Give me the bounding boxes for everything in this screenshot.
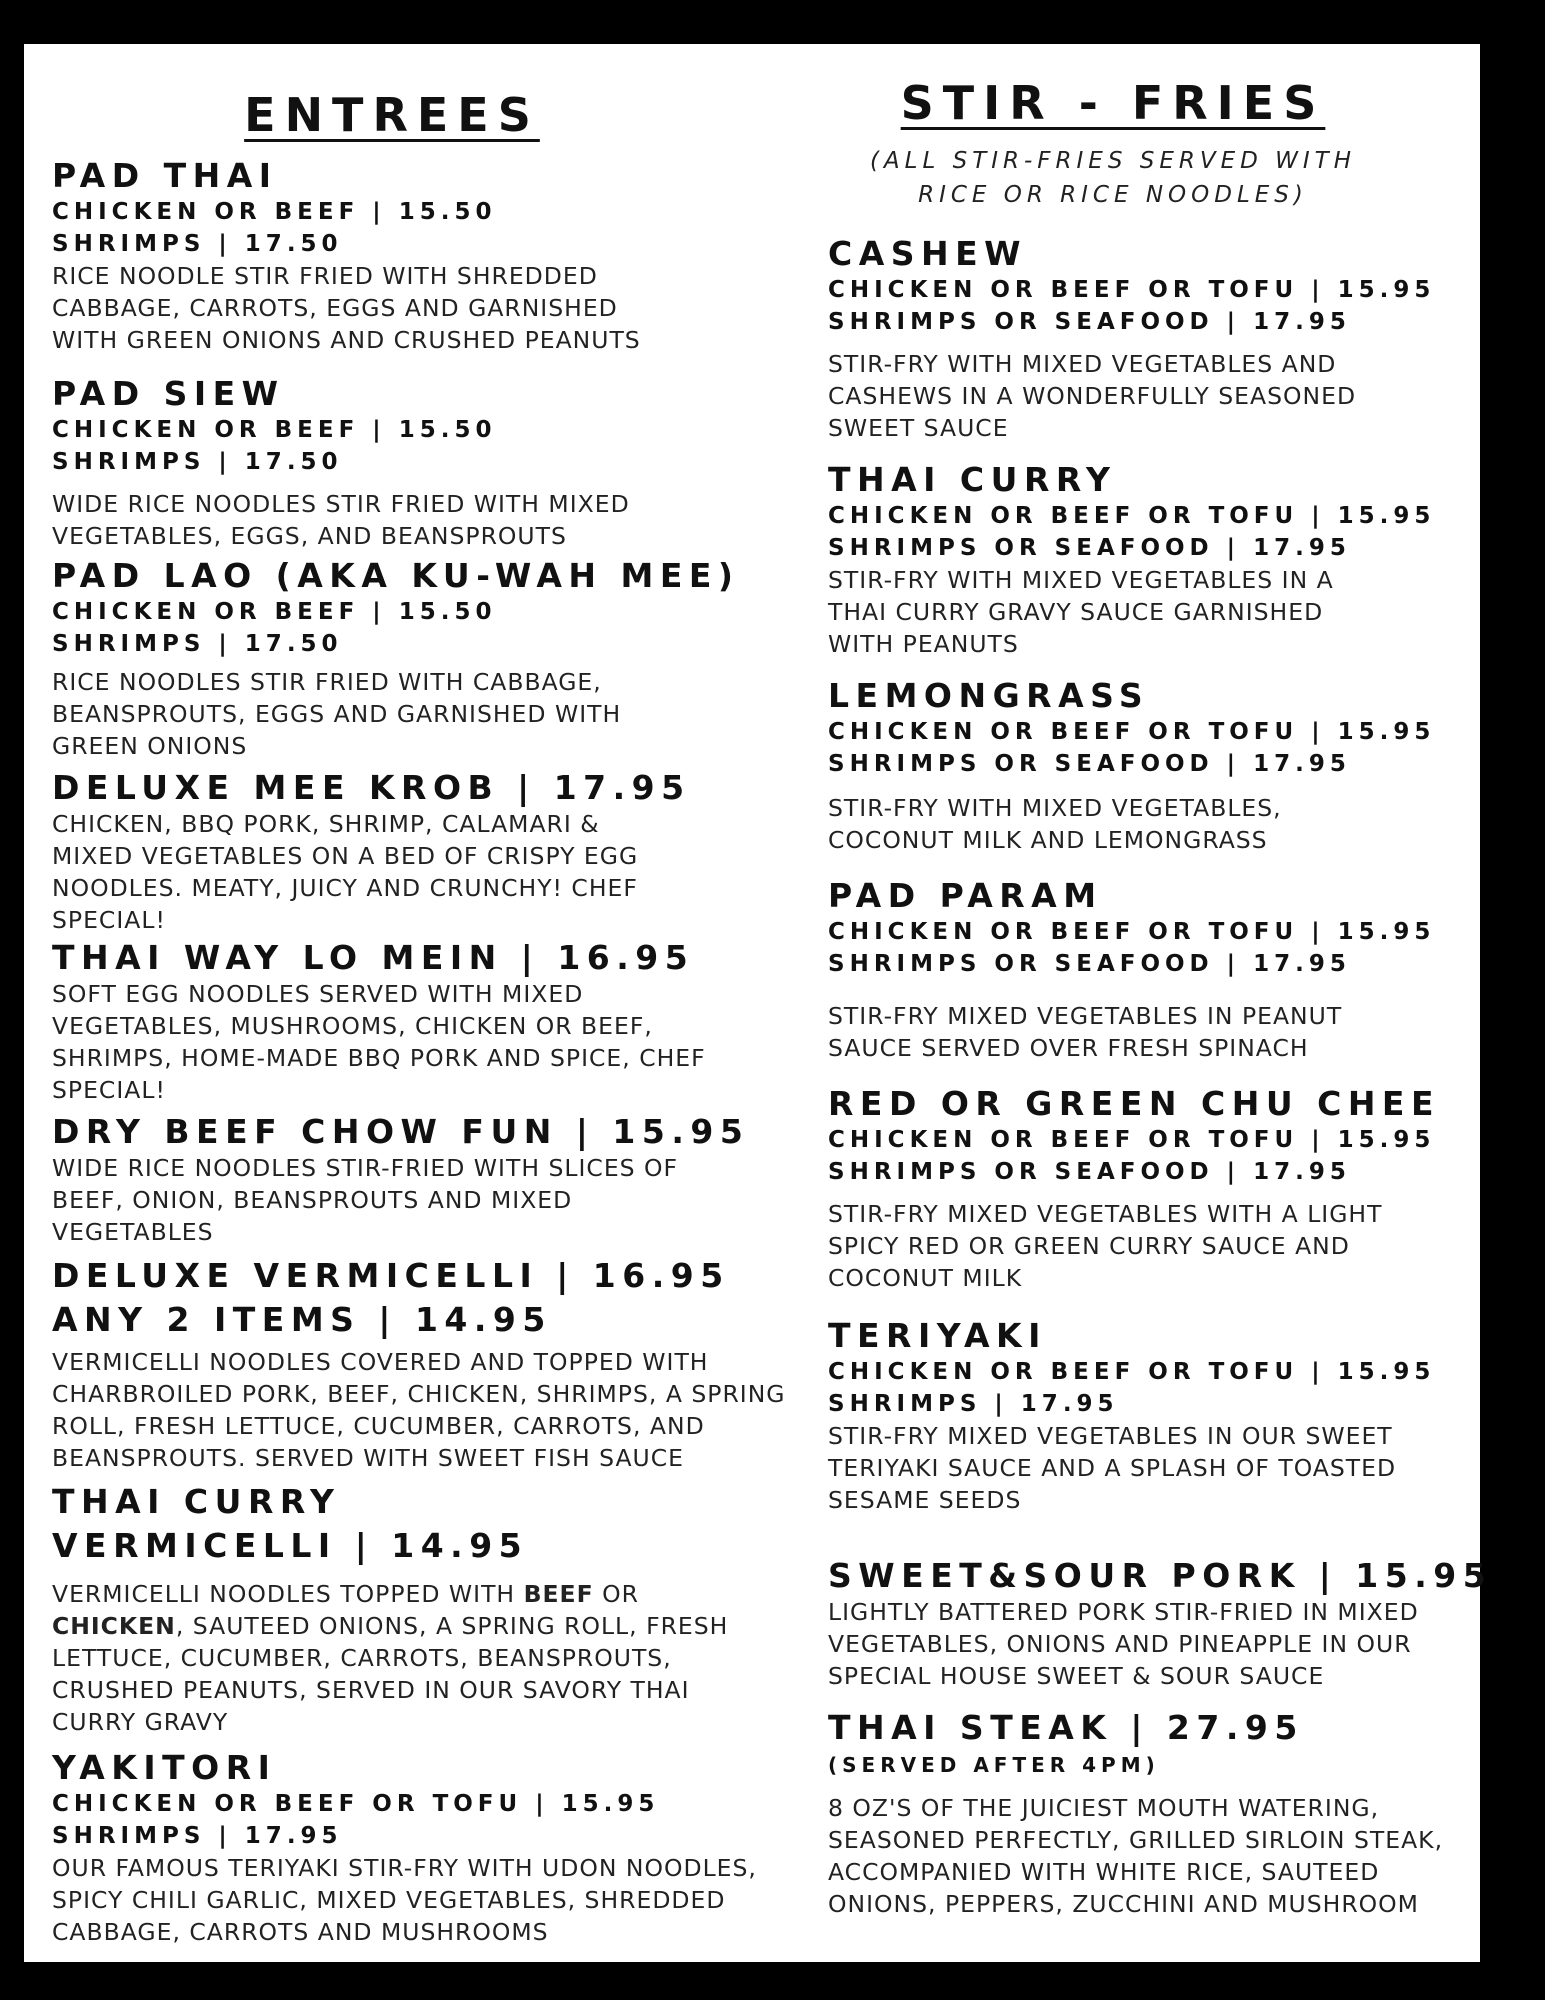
stir-fries-column	[828, 44, 1493, 1920]
item-name: DRY BEEF CHOW FUN | 15.95	[52, 1112, 750, 1151]
item-name: PAD SIEW	[52, 374, 285, 413]
item-description: STIR-FRY WITH MIXED VEGETABLES IN A THAI CURRY GRAVY SAUCE GARNISHED WITH PEANUTS	[828, 566, 1334, 658]
item-name: DELUXE MEE KROB | 17.95	[52, 768, 691, 807]
menu-item	[52, 1112, 812, 1248]
entrees-column	[52, 44, 812, 1948]
item-price: SHRIMPS | 17.95	[828, 1391, 1119, 1417]
item-description: RICE NOODLES STIR FRIED WITH CABBAGE, BEANSPROUTS, EGGS AND GARNISHED WITH GREEN ONIONS	[52, 668, 622, 760]
item-price: SHRIMPS OR SEAFOOD | 17.95	[828, 751, 1351, 777]
item-description: SOFT EGG NOODLES SERVED WITH MIXED VEGETABLES, MUSHROOMS, CHICKEN OR BEEF, SHRIMPS, HOME-MADE BBQ PORK AND SPICE, CHEF SPECIAL!	[52, 980, 706, 1104]
item-name: THAI STEAK | 27.95	[828, 1708, 1304, 1747]
item-name: THAI WAY LO MEIN | 16.95	[52, 938, 695, 977]
item-description: STIR-FRY MIXED VEGETABLES WITH A LIGHT SPICY RED OR GREEN CURRY SAUCE AND COCONUT MILK	[828, 1200, 1383, 1292]
menu-item	[52, 1256, 812, 1474]
item-name: PAD THAI	[52, 156, 278, 195]
item-name: TERIYAKI	[828, 1316, 1047, 1355]
item-description: STIR-FRY WITH MIXED VEGETABLES AND CASHEWS IN A WONDERFULLY SEASONED SWEET SAUCE	[828, 350, 1357, 442]
item-name: CASHEW	[828, 234, 1028, 273]
item-description: STIR-FRY WITH MIXED VEGETABLES, COCONUT MILK AND LEMONGRASS	[828, 794, 1282, 854]
item-description: LIGHTLY BATTERED PORK STIR-FRIED IN MIXED VEGETABLES, ONIONS AND PINEAPPLE IN OUR SPECIAL HOUSE SWEET & SOUR SAUCE	[828, 1598, 1419, 1690]
menu-item	[828, 1708, 1468, 1920]
item-price: CHICKEN OR BEEF OR TOFU | 15.95	[828, 1127, 1436, 1153]
item-name: THAI CURRY	[52, 1482, 341, 1521]
item-description: STIR-FRY MIXED VEGETABLES IN PEANUT SAUCE SERVED OVER FRESH SPINACH	[828, 1002, 1343, 1062]
menu-item	[828, 1316, 1468, 1516]
stir-fries-note	[828, 144, 1398, 212]
item-price: CHICKEN OR BEEF OR TOFU | 15.95	[828, 503, 1436, 529]
item-price: SHRIMPS | 17.50	[52, 231, 343, 257]
item-name: YAKITORI	[52, 1748, 277, 1787]
item-price: CHICKEN OR BEEF OR TOFU | 15.95	[828, 719, 1436, 745]
item-price: SHRIMPS OR SEAFOOD | 17.95	[828, 535, 1351, 561]
menu-item	[52, 1482, 812, 1738]
item-price: SHRIMPS OR SEAFOOD | 17.95	[828, 1159, 1351, 1185]
item-price: SHRIMPS | 17.50	[52, 631, 343, 657]
item-name: DELUXE VERMICELLI | 16.95	[52, 1256, 730, 1295]
menu-item	[52, 938, 812, 1106]
menu-item	[828, 460, 1468, 660]
item-price: CHICKEN OR BEEF | 15.50	[52, 199, 497, 225]
menu-item	[828, 234, 1468, 444]
menu-item	[52, 156, 812, 356]
item-price: SHRIMPS | 17.95	[52, 1823, 343, 1849]
item-price: CHICKEN OR BEEF | 15.50	[52, 417, 497, 443]
item-price: CHICKEN OR BEEF | 15.50	[52, 599, 497, 625]
item-description: WIDE RICE NOODLES STIR FRIED WITH MIXED VEGETABLES, EGGS, AND BEANSPROUTS	[52, 490, 630, 550]
item-description: RICE NOODLE STIR FRIED WITH SHREDDED CABBAGE, CARROTS, EGGS AND GARNISHED WITH GREEN ONIONS AND CRUSHED PEANUTS	[52, 262, 641, 354]
item-description: WIDE RICE NOODLES STIR-FRIED WITH SLICES OF BEEF, ONION, BEANSPROUTS AND MIXED VEGETABLES	[52, 1154, 679, 1246]
item-price: SHRIMPS OR SEAFOOD | 17.95	[828, 309, 1351, 335]
note-line: (ALL STIR-FRIES SERVED WITH	[869, 148, 1357, 174]
item-description: VERMICELLI NOODLES COVERED AND TOPPED WITH CHARBROILED PORK, BEEF, CHICKEN, SHRIMPS, A SPRING ROLL, FRESH LETTUCE, CUCUMBER, CARROTS, AND BEANSPROUTS. SERVED WITH SWEET FISH SAUCE	[52, 1348, 786, 1472]
stir-fries-title: STIR - FRIES	[900, 76, 1326, 130]
menu-page	[24, 44, 1493, 1962]
item-name: SWEET&SOUR PORK | 15.95	[828, 1556, 1493, 1595]
item-description: OUR FAMOUS TERIYAKI STIR-FRY WITH UDON NOODLES, SPICY CHILI GARLIC, MIXED VEGETABLES, SHREDDED CABBAGE, CARROTS AND MUSHROOMS	[52, 1854, 757, 1946]
menu-item	[52, 768, 812, 936]
item-description: CHICKEN, BBQ PORK, SHRIMP, CALAMARI & MIXED VEGETABLES ON A BED OF CRISPY EGG NOODLES. MEATY, JUICY AND CRUNCHY! CHEF SPECIAL!	[52, 810, 639, 934]
item-description: STIR-FRY MIXED VEGETABLES IN OUR SWEET TERIYAKI SAUCE AND A SPLASH OF TOASTED SESAME SEEDS	[828, 1422, 1397, 1514]
item-description: VERMICELLI NOODLES TOPPED WITH BEEF OR CHICKEN, SAUTEED ONIONS, A SPRING ROLL, FRESH LETTUCE, CUCUMBER, CARROTS, BEANSPROUTS, CRUSHED PEANUTS, SERVED IN OUR SAVORY THAI CURRY GRAVY	[52, 1580, 729, 1736]
served-after-note: (SERVED AFTER 4PM)	[828, 1753, 1160, 1777]
item-name: RED OR GREEN CHU CHEE	[828, 1084, 1441, 1123]
menu-item	[828, 676, 1468, 856]
item-description: 8 OZ'S OF THE JUICIEST MOUTH WATERING, SEASONED PERFECTLY, GRILLED SIRLOIN STEAK, ACCOMPANIED WITH WHITE RICE, SAUTEED ONIONS, PEPPERS, ZUCCHINI AND MUSHROOM	[828, 1794, 1444, 1918]
item-name-secondary: ANY 2 ITEMS | 14.95	[52, 1300, 552, 1339]
entrees-title: ENTREES	[244, 88, 540, 142]
menu-item	[828, 876, 1468, 1064]
note-line: RICE OR RICE NOODLES)	[918, 182, 1308, 208]
item-price: SHRIMPS OR SEAFOOD | 17.95	[828, 951, 1351, 977]
menu-item	[828, 1556, 1493, 1692]
item-price: CHICKEN OR BEEF OR TOFU | 15.95	[828, 277, 1436, 303]
item-name: PAD PARAM	[828, 876, 1103, 915]
menu-item	[52, 1748, 812, 1948]
item-price: CHICKEN OR BEEF OR TOFU | 15.95	[828, 919, 1436, 945]
item-name-secondary: VERMICELLI | 14.95	[52, 1526, 529, 1565]
item-price: SHRIMPS | 17.50	[52, 449, 343, 475]
item-name: PAD LAO (AKA KU-WAH MEE)	[52, 556, 740, 595]
item-name: LEMONGRASS	[828, 676, 1150, 715]
item-name: THAI CURRY	[828, 460, 1117, 499]
menu-item	[52, 556, 812, 762]
menu-item	[828, 1084, 1468, 1294]
item-price: CHICKEN OR BEEF OR TOFU | 15.95	[52, 1791, 660, 1817]
item-price: CHICKEN OR BEEF OR TOFU | 15.95	[828, 1359, 1436, 1385]
menu-item	[52, 374, 812, 552]
